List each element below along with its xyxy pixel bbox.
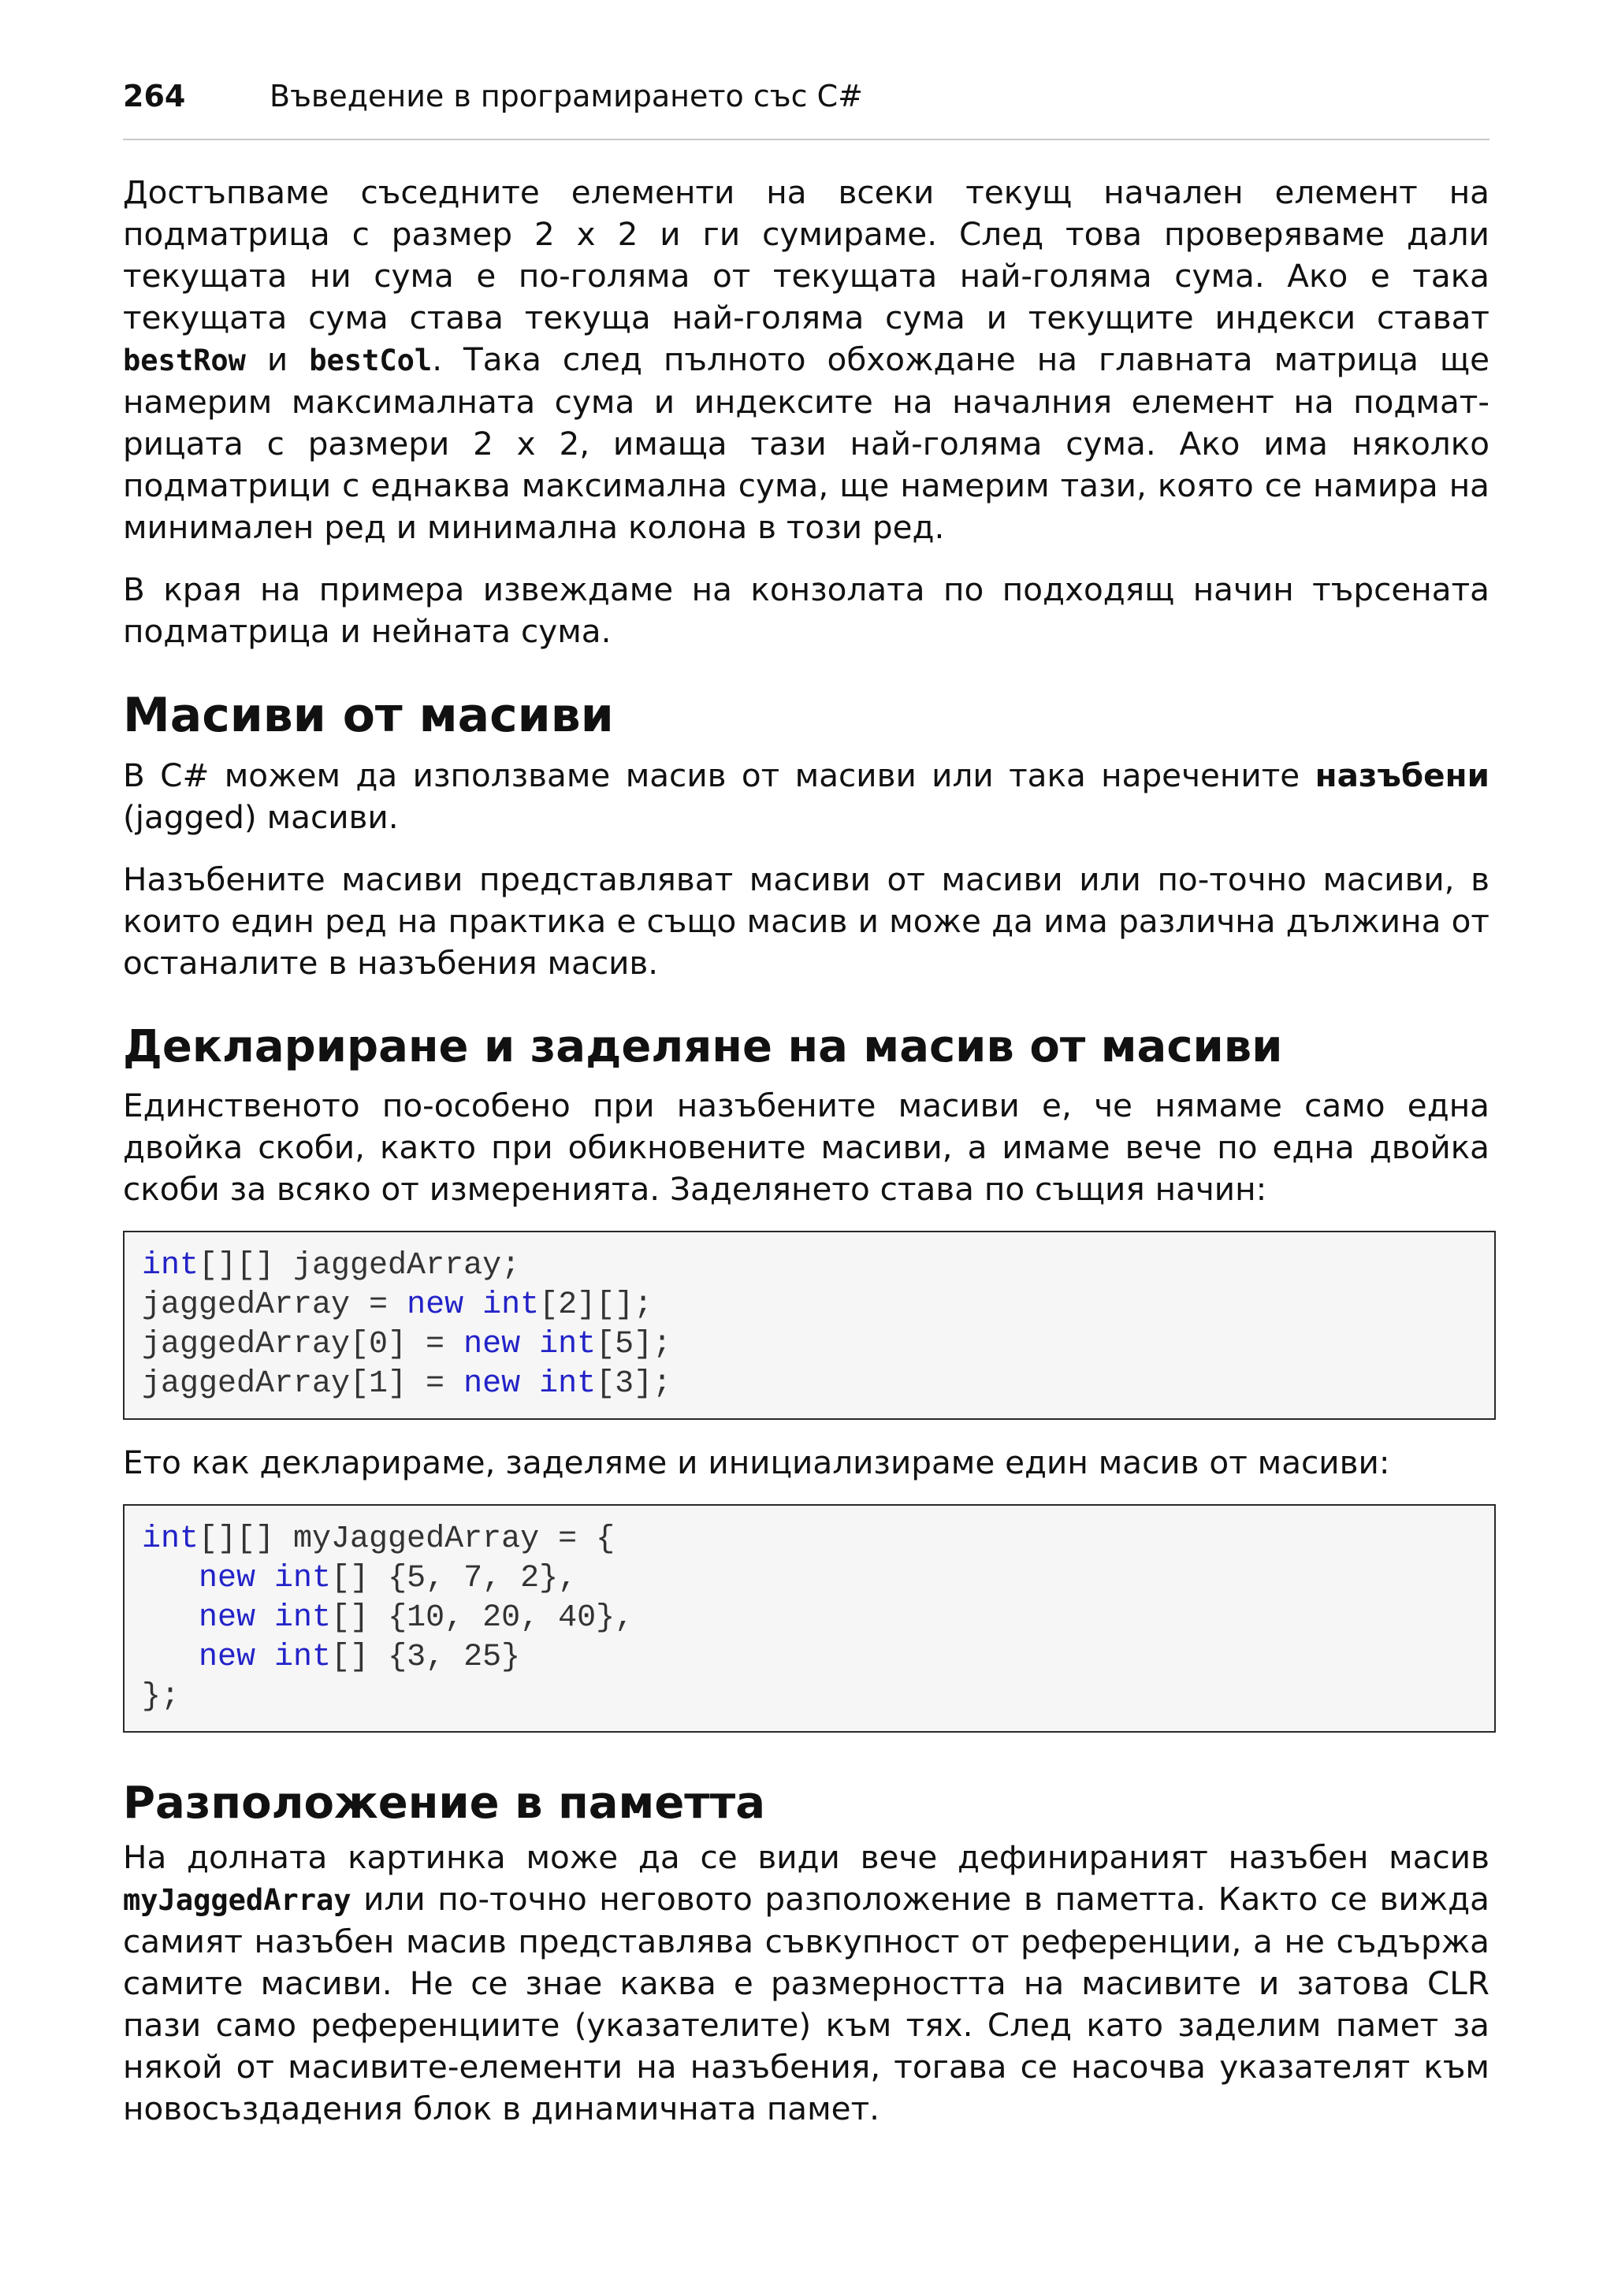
code-keyword: new xyxy=(407,1287,464,1323)
code-keyword: new xyxy=(463,1366,521,1402)
code-line xyxy=(142,1365,1477,1404)
page-number: 264 xyxy=(123,79,186,113)
code-line xyxy=(142,1559,1477,1599)
paragraph-submatrix-sum xyxy=(123,172,1489,548)
text-run: (jagged) масиви. xyxy=(123,798,399,836)
code-keyword: new xyxy=(199,1600,256,1636)
code-token: [] {3, 25} xyxy=(331,1640,521,1675)
code-keyword: int xyxy=(274,1561,332,1596)
code-my-jagged-array: myJaggedArray xyxy=(123,1883,351,1917)
paragraph-jagged-definition: Назъбените масиви представляват масиви от масиви или по-точно масиви, в които един ред на практика е също масив и може да има различна дължина от останалите в назъбения масив. xyxy=(123,860,1489,982)
code-token: [3]; xyxy=(596,1366,672,1402)
code-token: [] {5, 7, 2}, xyxy=(331,1561,578,1596)
code-line xyxy=(142,1599,1477,1638)
text-run: В C# можем да използваме масив от масиви или така наречените xyxy=(123,756,1315,794)
code-keyword: int xyxy=(539,1327,597,1362)
code-token xyxy=(463,1287,482,1323)
paragraph-memory-layout xyxy=(123,1837,1489,2130)
code-line xyxy=(142,1286,1477,1325)
code-keyword: int xyxy=(142,1248,199,1284)
code-token xyxy=(255,1600,274,1636)
code-token: [2][]; xyxy=(539,1287,653,1323)
text-run: и xyxy=(245,340,310,378)
code-line xyxy=(142,1325,1477,1365)
code-token: jaggedArray[1] = xyxy=(142,1366,464,1402)
running-title: Въведение в програмирането със C# xyxy=(270,79,863,113)
code-token: [][] myJaggedArray = { xyxy=(199,1521,615,1557)
code-token: [][] jaggedArray; xyxy=(199,1248,521,1284)
code-block-initialization xyxy=(123,1504,1496,1733)
code-token: jaggedArray = xyxy=(142,1287,407,1323)
paragraph-print-result: В края на примера извеждаме на конзолата по подходящ начин търсената подматрица и нейната сума. xyxy=(123,570,1489,650)
code-token xyxy=(520,1366,539,1402)
text-run: или по-точно неговото разположение в паметта. Както се вижда самият назъбен масив представлява съвкупност от референции, а не съдържа самите масиви. Не се знае каква е размерността на масивите и затова CLR пази само референциите (указателите) към тях. След като заделим памет за някой от масивите-елементи на назъбения, тогава се насочва указателят към новосъздадения блок в динамичната памет. xyxy=(123,1880,1489,2127)
code-line xyxy=(142,1520,1477,1559)
code-token: [5]; xyxy=(596,1327,672,1362)
text-run: . Така след пълното обхождане на главната матрица ще намерим максималната сума и индексите на началния елемент на подматрицата с размери 2 x 2, имаща тази най-голяма сума. Ако има няколко подматрици с еднаква максимална сума, ще намерим тази, която се намира на минимален ред и минимална колона в този ред. xyxy=(123,340,1489,546)
text-run: Достъпваме съседните елементи на всеки текущ начален елемент на подматрица с размер 2 x 2 и ги сумираме. След това проверяваме дали текущата ни сума е по-голяма от текущата най-голяма сума. Ако е така текущата сума става текуща най-голяма сума и текущите индекси стават xyxy=(123,173,1489,336)
code-token xyxy=(520,1327,539,1362)
code-keyword: int xyxy=(482,1287,540,1323)
section-heading-memory-layout: Разположение в паметта xyxy=(123,1778,766,1829)
paragraph-declaration: Единственото по-особено при назъбените масиви е, че нямаме само една двойка скоби, както при обикновените масиви, а имаме вече по една двойка скоби за всяко от измеренията. Заделянето става по същия начин: xyxy=(123,1087,1489,1208)
code-block-declaration xyxy=(123,1231,1496,1420)
code-token xyxy=(255,1640,274,1675)
code-token xyxy=(255,1561,274,1596)
section-heading-jagged-arrays: Масиви от масиви xyxy=(123,688,614,743)
code-token: [] {10, 20, 40}, xyxy=(331,1600,634,1636)
code-best-row: bestRow xyxy=(123,344,246,377)
bold-term-jagged: назъбени xyxy=(1315,756,1489,794)
text-run: На долната картинка може да се види вече дефинираният назъбен масив xyxy=(123,1838,1489,1876)
code-keyword: new xyxy=(463,1327,521,1362)
code-keyword: int xyxy=(142,1521,199,1557)
code-best-col: bestCol xyxy=(309,344,433,377)
paragraph-jagged-intro xyxy=(123,755,1489,838)
code-token xyxy=(142,1600,199,1636)
section-heading-declaration: Деклариране и заделяне на масив от масиви xyxy=(123,1021,1283,1072)
code-token: jaggedArray[0] = xyxy=(142,1327,464,1362)
code-keyword: new xyxy=(199,1640,256,1675)
code-token xyxy=(142,1561,199,1596)
code-line xyxy=(142,1677,1477,1717)
code-line xyxy=(142,1246,1477,1286)
code-keyword: new xyxy=(199,1561,256,1596)
code-token xyxy=(142,1640,199,1675)
code-line xyxy=(142,1638,1477,1677)
code-token: }; xyxy=(142,1679,180,1715)
code-keyword: int xyxy=(539,1366,597,1402)
paragraph-initialization: Ето как декларираме, заделяме и инициализираме един масив от масиви: xyxy=(123,1443,1390,1481)
page-header xyxy=(123,79,1489,140)
document-page xyxy=(123,79,1489,2130)
code-keyword: int xyxy=(274,1600,332,1636)
code-keyword: int xyxy=(274,1640,332,1675)
